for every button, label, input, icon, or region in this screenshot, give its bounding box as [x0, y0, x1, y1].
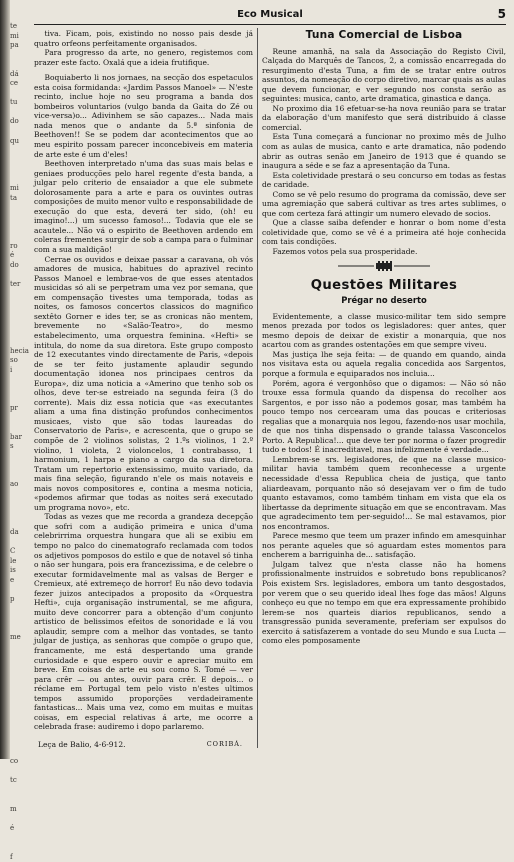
- margin-fragment: [10, 222, 30, 232]
- margin-fragment: [10, 709, 30, 719]
- margin-fragment: [10, 585, 30, 595]
- signature-place-date: Leça de Balio, 4-6-912.: [38, 739, 126, 749]
- margin-fragment: [10, 833, 30, 843]
- margin-fragment: bar: [10, 432, 23, 441]
- section-title-tuna: Tuna Comercial de Lisboa: [305, 29, 463, 41]
- margin-fragment: tc: [10, 776, 17, 785]
- margin-fragment: dá: [10, 69, 19, 78]
- left-margin-fragments: [10, 22, 30, 861]
- margin-fragment: [10, 814, 30, 824]
- tuna-paragraph: Esta coletividade prestará o seu concurso em todas as festas de caridade.: [262, 170, 506, 190]
- margin-fragment: [10, 623, 30, 633]
- tuna-paragraph: Como se vê pelo resumo do programa da comissão, deve ser uma agremiação que saberá cultivar as tres artes sublimes, o que com certeza fará attingir um numero elevado de socios.: [262, 189, 506, 218]
- section-militares-body: [262, 312, 506, 646]
- margin-fragment: [10, 328, 30, 338]
- margin-fragment: [10, 728, 30, 738]
- margin-fragment: [10, 690, 30, 700]
- margin-fragment: [10, 60, 30, 70]
- left-column-body: [34, 29, 253, 732]
- section-tuna-body: [262, 47, 506, 257]
- journal-title: Eco Musical: [237, 9, 303, 20]
- left-paragraph: Cerrae os ouvidos e deixae passar a caravana, oh vós amadores de musica, habitues do aprazivel recinto Passos Manoel e lembrae-vos de que esses atentados musicidas só ali se perpetram uma vez por semana, que em compensação tivestes uma temporada, todas as noites, os famosos concertos classicos do magnifico sextêto Gorner e ides ter, se as cronicas não mentem, brevemente no «Salão-Teatro», do mesmo estabelecimento, uma orquestra feminina. «Hefti» se intitula, do nome da sua diretora. Este grupo composto de 12 executantes vindo directamente de Paris, «depois de se ter feito justamente aplaudir segundo documentação idonea nos principaes centros da Europa», diz uma noticia a «Amerino que tenho sob os olhos, deve ter-se estreiado na segunda feira (3 do corrente). Mais diz essa noticia que «as executantes aliam a uma fina distinção profundos conhecimentos musicaes, visto que são todas laureadas do Conservatorio de Paris», e acrescenta, que o grupo se compõe de 2 violinos solistas, 2 1.ºs violinos, 1 2.º violino, 1 violeta, 2 violoncelos, 1 contrabasso, 1 harmonium, 1 harpa e piano a cargo da sua diretora. Tratam um repertorio extensissimo, muito variado, da mais fina seleção, figurando n'ele os mais notaveis e mais novos compositores e, contina a mesma noticia, «podemos afirmar que todas as noites será executado um programa novo», etc.: [34, 254, 253, 512]
- margin-fragment: pa: [10, 41, 19, 50]
- militares-paragraph: Lembrem-se srs. legisladores, de que na classe musico-militar havia também quem reconhecesse a urgente necessidade d'essa Republica cheia de justiça, que tanto aliardeavam, porquanto não só desejavam ver o fim de tudo quanto estavamos, como também tinham em vista que ela os libertasse da deprimente situação em que se encontravam. Mas que agradecimento tem per-seguido!... Se mal estavamos, pior nos encontramos.: [262, 454, 506, 531]
- margin-fragment: [10, 681, 30, 691]
- margin-fragment: [10, 509, 30, 519]
- margin-fragment: [10, 767, 30, 777]
- margin-fragment: C: [10, 547, 16, 556]
- militares-paragraph: Porém, agora é vergonhôso que o digamos: — Não só não trouxe essa formula quando da dispensa do recolher aos Sargentos, e por isso não a podemos gosar, mas também ha pouco tempo nos cercearam uma das poucas e criteriosas regalias que a monarquia nos legou, fazendo-nos usar mochila, de que nos tinha dispensado o grande talassa Vasconcelos Porto. A Republica!... que deve ter por norma o fazer progredir tudo e todos! É inacreditavel, mas infelizmente é verdade...: [262, 378, 506, 455]
- margin-fragment: [10, 127, 30, 137]
- margin-fragment: [10, 299, 30, 309]
- margin-fragment: [10, 499, 30, 509]
- margin-fragment: [10, 165, 30, 175]
- section-title-militares: Questões Militares: [310, 277, 458, 293]
- margin-fragment: mi: [10, 184, 19, 193]
- tuna-paragraph: No proximo dia 16 efetuar-se-ha nova reunião para se tratar da elaboração d'um manifesto que será distribuido á classe comercial.: [262, 103, 506, 132]
- margin-fragment: ta: [10, 193, 17, 202]
- margin-fragment: [10, 89, 30, 99]
- margin-fragment: [10, 270, 30, 280]
- margin-fragment: [10, 375, 30, 385]
- margin-fragment: [10, 452, 30, 462]
- margin-fragment: e: [10, 575, 15, 584]
- margin-fragment: f: [10, 852, 13, 861]
- margin-fragment: [10, 213, 30, 223]
- margin-fragment: [10, 51, 30, 61]
- margin-fragment: [10, 719, 30, 729]
- right-column: [262, 29, 506, 646]
- margin-fragment: ro: [10, 241, 18, 250]
- militares-paragraph: Parece mesmo que teem um prazer infindo em amesquinhar nos perante aqueles que só aguardam estes momentos para encherem a barriguinha de... satisfação.: [262, 531, 506, 560]
- margin-fragment: [10, 203, 30, 213]
- margin-fragment: [10, 461, 30, 471]
- section-subtitle: Prégar no deserto: [341, 295, 427, 306]
- header-rule: [34, 24, 506, 25]
- margin-fragment: [10, 175, 30, 185]
- margin-fragment: [10, 671, 30, 681]
- margin-fragment: [10, 518, 30, 528]
- margin-fragment: is: [10, 566, 16, 575]
- margin-fragment: s: [10, 442, 14, 451]
- signature-line: [34, 740, 253, 750]
- margin-fragment: [10, 471, 30, 481]
- margin-fragment: [10, 662, 30, 672]
- margin-fragment: mi: [10, 31, 19, 40]
- ornament-icon: [338, 261, 430, 271]
- margin-fragment: pr: [10, 403, 18, 412]
- column-divider: [257, 28, 258, 748]
- militares-paragraph: Mas justiça lhe seja feita: — de quando em quando, ainda nos visitava esta ou aquela regalia concedida aos Sargentos, porque a formula e equiparados nos incluia...: [262, 349, 506, 378]
- margin-fragment: [10, 108, 30, 118]
- left-paragraph: Todas as vezes que me recorda a grandeza decepção que sofri com a audição primeira e unica d'uma celebrirrima orquestra hungara que ali se exibiu em tempo no palco do cinematografo reclamada com todos os adjetivos pomposos do estilo e que de notavel só tinha o não ser hungara, pois era francezissima, e de celebre o executar formidavelmente mal as valsas de Berger e Cremieux, até extremeço de horror! Eu não devo todavia fezer juizos antecipados a proposito da «Orquestra Hefti», cuja organisação instrumental, se me afigura, muito deve concorrer para a obtenção d'um conjunto artistico de belissimos efeitos de sonoridade e lá vou aplaudir, sempre com a melhor das vontades, se tanto julgar de justiça, as senhoras que compõe o grupo que, francamente, me está despertando uma grande curiosidade e que espero ouvir e apreciar muito em breve. Em coisas de arte eu sou como S. Tomé — ver para crêr — ou antes, ouvir para crêr. E depois... o réclame em Portugal tem pelo visto n'estes ultimos tempos assumido proporções verdadeiramente fantasticas... Mais uma vez, como em muitas e muitas coisas, em especial relativas á arte, me ocorre a celebrada frase: audiremo i dopo parlaremo.: [34, 512, 253, 732]
- left-column: [34, 29, 253, 749]
- margin-fragment: [10, 786, 30, 796]
- margin-fragment: co: [10, 757, 19, 766]
- margin-fragment: qu: [10, 136, 19, 145]
- margin-fragment: ter: [10, 279, 21, 288]
- margin-fragment: [10, 748, 30, 758]
- margin-fragment: hecia: [10, 346, 29, 355]
- margin-fragment: i: [10, 365, 13, 374]
- margin-fragment: é: [10, 251, 15, 260]
- signature-author: CORIBÁ.: [206, 739, 243, 748]
- page-header: [34, 8, 506, 24]
- page-binding-edge: [0, 0, 10, 759]
- margin-fragment: [10, 700, 30, 710]
- margin-fragment: [10, 604, 30, 614]
- margin-fragment: [10, 232, 30, 242]
- margin-fragment: do: [10, 260, 19, 269]
- margin-fragment: [10, 318, 30, 328]
- tuna-paragraph: Reune amanhã, na sala da Associação do Registo Civil, Calçada do Marquês de Tancos, 2, a comissão encarregada do resurgimento d'esta Tuna, a fim de se tratar entre outros assuntos, da nomeação do corpo diretivo, marcar quais as aulas que devem funcionar, e ver segundo nos consta serão as seguintes: musica, canto, arte dramatica, ginastica e dança.: [262, 46, 506, 104]
- margin-fragment: ao: [10, 480, 19, 489]
- left-paragraph: Para progresso da arte, no genero, registemos com prazer este facto. Oxalá que a ideia frutifique.: [34, 48, 253, 67]
- tuna-paragraph: Fazemos votos pela sua prosperidade.: [272, 247, 418, 257]
- margin-fragment: so: [10, 356, 18, 365]
- militares-paragraph: Evidentemente, a classe musico-militar tem sido sempre menos prezada por todos os legisladores: quer antes, quer mesmo depois de deixar de existir a monarquia, que nos acartou com as grandes ostentações em que sempre viveu.: [262, 311, 506, 350]
- margin-fragment: [10, 843, 30, 853]
- margin-fragment: [10, 337, 30, 347]
- ornament-divider: [262, 261, 506, 271]
- left-paragraph: tiva. Ficam, pois, existindo no nosso pais desde já quatro orfeons perfeitamente organisados.: [34, 29, 253, 48]
- margin-fragment: [10, 289, 30, 299]
- margin-fragment: [10, 413, 30, 423]
- margin-fragment: te: [10, 22, 17, 30]
- margin-fragment: é: [10, 823, 15, 832]
- margin-fragment: [10, 795, 30, 805]
- tuna-paragraph: Esta Tuna começará a funcionar no proximo mês de Julho com as aulas de musica, canto e arte dramatica, não podendo abrir as outras senão em Janeiro de 1913 que é quando se inaugura a séde e se faz a apresentação da Tuna.: [262, 132, 506, 171]
- margin-fragment: [10, 146, 30, 156]
- margin-fragment: [10, 538, 30, 548]
- militares-paragraph: Julgam talvez que n'esta classe não ha homens profissionalmente instruidos e sobretudo bons republicanos? Pois existem Srs. legisladores, embora um tanto desgostados, por verem que o seu querido ideal lhes foge das mãos! Alguns conheço eu que no tempo em que era expressamente prohibido lerem-se nos quarteis diarios republicanos, sendo a transgressão punida severamente, preferiam ser expulsos do exercito á satisfazerem a vontade do seu Mundo e sua Lucta — como eles pomposamente: [262, 559, 506, 646]
- margin-fragment: [10, 614, 30, 624]
- margin-fragment: [10, 643, 30, 653]
- margin-fragment: [10, 385, 30, 395]
- margin-fragment: [10, 308, 30, 318]
- margin-fragment: [10, 738, 30, 748]
- page-number: 5: [497, 7, 506, 21]
- margin-fragment: da: [10, 527, 19, 536]
- margin-fragment: do: [10, 117, 19, 126]
- margin-fragment: [10, 394, 30, 404]
- margin-fragment: ce: [10, 79, 19, 88]
- margin-fragment: [10, 490, 30, 500]
- margin-fragment: m: [10, 804, 17, 813]
- margin-fragment: [10, 652, 30, 662]
- margin-fragment: me: [10, 633, 21, 641]
- margin-fragment: [10, 156, 30, 166]
- margin-fragment: [10, 423, 30, 433]
- tuna-paragraph: Que a classe saiba defender e honrar o bom nome d'esta coletividade que, como se vê é a primeira até hoje conhecida com tais condições.: [262, 218, 506, 247]
- margin-fragment: le: [10, 556, 17, 565]
- left-paragraph: Boquiaberto li nos jornaes, na secção dos espetaculos esta coisa formidanda: «Jardim Passos Manoel» — N'este recinto, inclue hoje no seu programa a banda dos bombeiros voluntarios (vulgo banda da Gaita do Zé ou vice-versa)o... Adivinhem se são capazes... Nada mais nada menos que o andante da 5.ª sinfonia de Beethoven!! Se se podem dar acontecimentos que ao meu espirito possam parecer inconcebiveis em materia de arte este é um d'eles!: [34, 73, 253, 159]
- margin-fragment: p: [10, 594, 15, 603]
- margin-fragment: tu: [10, 98, 18, 107]
- left-paragraph: Beethoven interpretado n'uma das suas mais belas e geniaes producções pelo harel regente d'esta banda, a julgar pelo criterio de ensaiador a que ele submete dolorosamente para a arte e para os ouvintes outras composições de muito menor vulto e responsabilidade de execução do que esta, deverá ter sido, (oh! eu imagino!...) um sucesso famoso!... Todavia que ele se acautele... Não vá o espirito de Beethoven ardendo em coleras frementes surgir de sob a campa para o fulminar com a sua maldição!: [34, 159, 253, 255]
